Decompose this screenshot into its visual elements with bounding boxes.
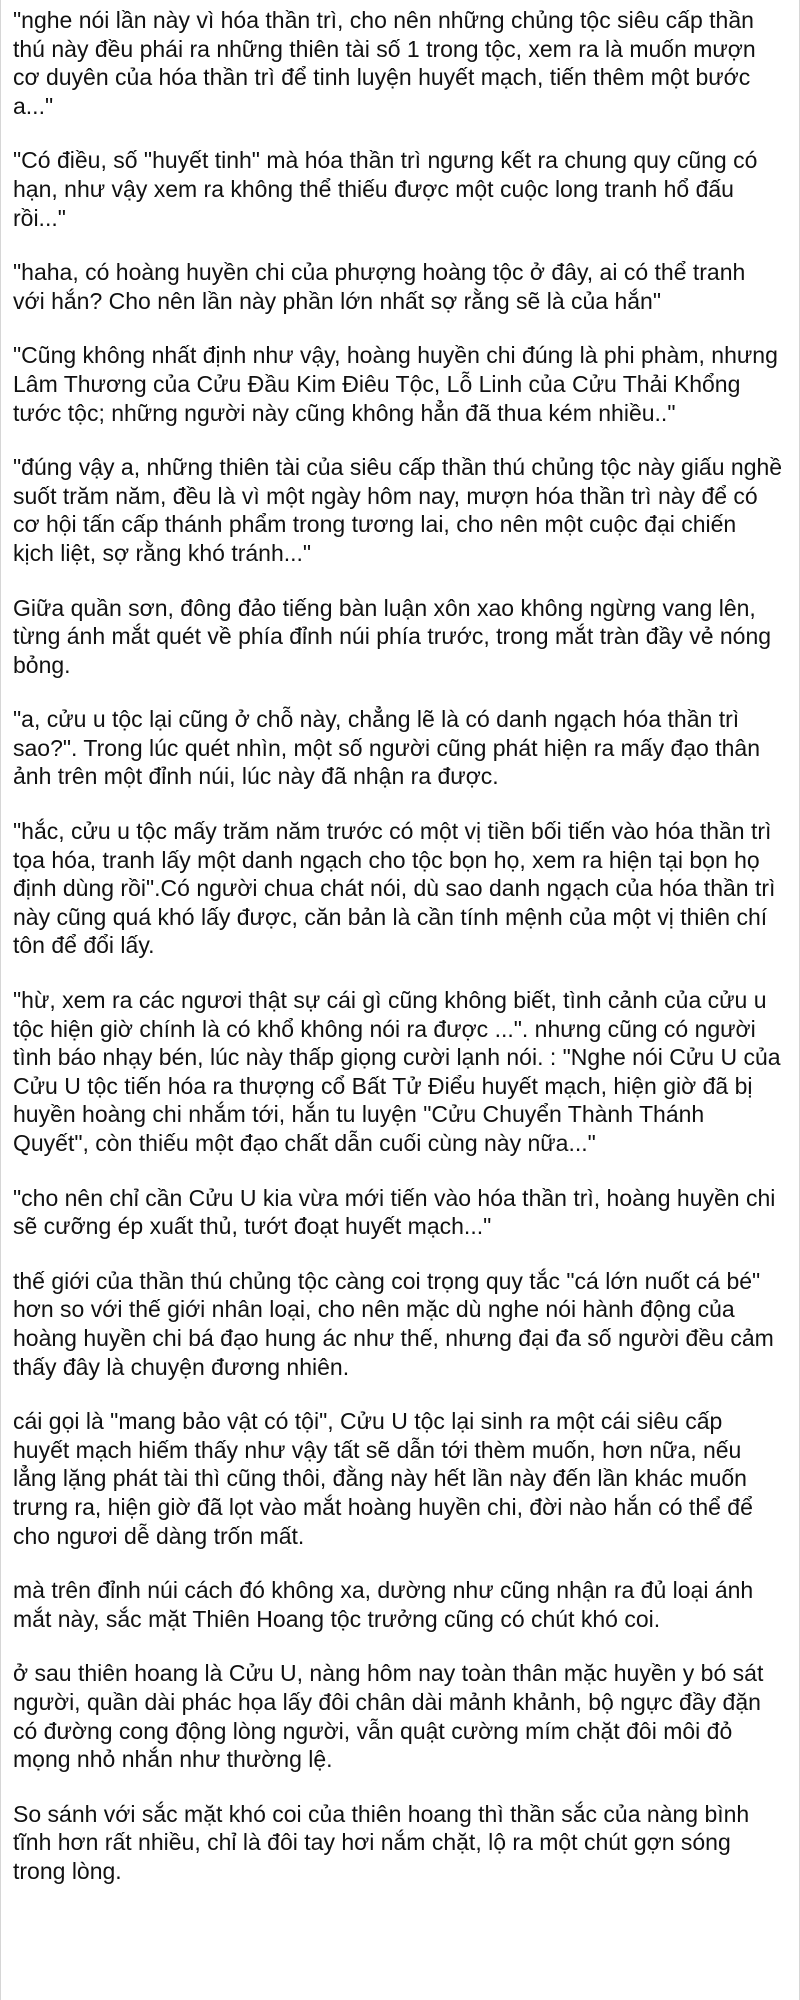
paragraph: So sánh với sắc mặt khó coi của thiên hoang thì thần sắc của nàng bình tĩnh hơn rất nhiều, chỉ là đôi tay hơi nắm chặt, lộ ra một chút gợn sóng trong lòng. — [13, 1800, 750, 1884]
paragraph: "Có điều, số "huyết tinh" mà hóa thần trì ngưng kết ra chung quy cũng có hạn, như vậy xem ra không thể thiếu được một cuộc long tranh hổ đấu rồi..." — [13, 147, 758, 231]
paragraph: ở sau thiên hoang là Cửu U, nàng hôm nay toàn thân mặc huyền y bó sát người, quần dài phác họa lấy đôi chân dài mảnh khảnh, bộ ngực đầy đặn có đường cong động lòng người, vẫn quật cường mím chặt đôi môi đỏ mọng nhỏ nhắn như thường lệ. — [13, 1660, 764, 1773]
paragraph: thế giới của thần thú chủng tộc càng coi trọng quy tắc "cá lớn nuốt cá bé" hơn so với thế giới nhân loại, cho nên mặc dù nghe nói hành động của hoàng huyền chi bá đạo hung ác như thế, nhưng đại đa số người đều cảm thấy đây là chuyện đương nhiên. — [13, 1267, 774, 1380]
paragraph: "hừ, xem ra các ngươi thật sự cái gì cũng không biết, tình cảnh của cửu u tộc hiện giờ chính là có khổ không nói ra được ...". nhưng cũng có người tình báo nhạy bén, lúc này thấp giọng cười lạnh nói. : "Nghe nói Cửu U của Cửu U tộc tiến hóa ra thượng cổ Bất Tử Điểu huyết mạch, hiện giờ đã bị huyền hoàng chi nhắm tới, hắn tu luyện "Cửu Chuyển Thành Thánh Quyết", còn thiếu một đạo chất dẫn cuối cùng này nữa..." — [13, 987, 781, 1156]
paragraph: mà trên đỉnh núi cách đó không xa, dường như cũng nhận ra đủ loại ánh mắt này, sắc mặt Thiên Hoang tộc trưởng cũng có chút khó coi. — [13, 1577, 754, 1632]
paragraph: cái gọi là "mang bảo vật có tội", Cửu U tộc lại sinh ra một cái siêu cấp huyết mạch hiếm thấy như vậy tất sẽ dẫn tới thèm muốn, hơn nữa, nếu lẳng lặng phát tài thì cũng thôi, đằng này hết lần này đến lần khác muốn trưng ra, hiện giờ đã lọt vào mắt hoàng huyền chi, đời nào hắn có thể để cho ngươi dễ dàng trốn mất. — [13, 1408, 753, 1549]
paragraph: "hắc, cửu u tộc mấy trăm năm trước có một vị tiền bối tiến vào hóa thần trì tọa hóa, tranh lấy một danh ngạch cho tộc bọn họ, xem ra hiện tại bọn họ định dùng rồi".Có người chua chát nói, dù sao danh ngạch của hóa thần trì này cũng quá khó lấy được, căn bản là cần tính mệnh của một vị thiên chí tôn để đổi lấy. — [13, 818, 776, 959]
paragraph: "đúng vậy a, những thiên tài của siêu cấp thần thú chủng tộc này giấu nghề suốt trăm năm, đều là vì một ngày hôm nay, mượn hóa thần trì này để có cơ hội tấn cấp thánh phẩm trong tương lai, cho nên một cuộc đại chiến kịch liệt, sợ rằng khó tránh..." — [13, 454, 783, 566]
paragraph: "cho nên chỉ cần Cửu U kia vừa mới tiến vào hóa thần trì, hoàng huyền chi sẽ cưỡng ép xuất thủ, tướt đoạt huyết mạch..." — [13, 1184, 776, 1240]
paragraph: "Cũng không nhất định như vậy, hoàng huyền chi đúng là phi phàm, nhưng Lâm Thương của Cửu Đầu Kim Điêu Tộc, Lỗ Linh của Cửu Thải Khổng tước tộc; những người này cũng không hẳn đã thua kém nhiều.." — [13, 342, 778, 426]
paragraph: Giữa quần sơn, đông đảo tiếng bàn luận xôn xao không ngừng vang lên, từng ánh mắt quét về phía đỉnh núi phía trước, trong mắt tràn đầy vẻ nóng bỏng. — [13, 594, 772, 678]
paragraph: "a, cửu u tộc lại cũng ở chỗ này, chẳng lẽ là có danh ngạch hóa thần trì sao?". Trong lúc quét nhìn, một số người cũng phát hiện ra mấy đạo thân ảnh trên một đỉnh núi, lúc này đã nhận ra được. — [13, 706, 760, 790]
paragraph: "haha, có hoàng huyền chi của phượng hoàng tộc ở đây, ai có thể tranh với hắn? Cho nên lần này phần lớn nhất sợ rằng sẽ là của hắn" — [13, 259, 746, 314]
document-body — [13, 6, 783, 1911]
paragraph: "nghe nói lần này vì hóa thần trì, cho nên những chủng tộc siêu cấp thần thú này đều phái ra những thiên tài số 1 trong tộc, xem ra là muốn mượn cơ duyên của hóa thần trì để tinh luyện huyết mạch, tiến thêm một bước a..." — [13, 7, 756, 119]
